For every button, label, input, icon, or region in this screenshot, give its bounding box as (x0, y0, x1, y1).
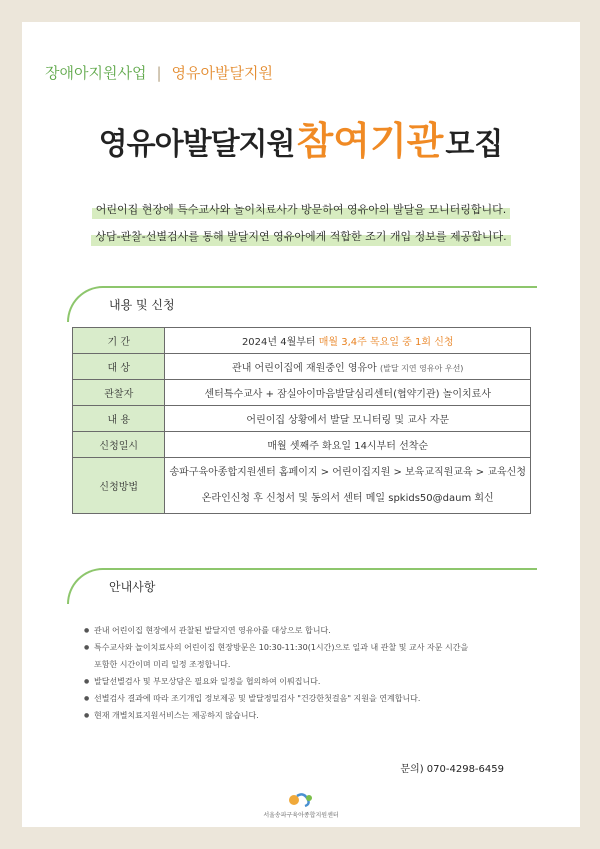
center-logo-icon (287, 792, 315, 808)
list-item: ● 관내 어린이집 현장에서 관찰된 발달지연 영유아를 대상으로 합니다. (84, 622, 554, 639)
table-row (73, 354, 531, 380)
apply-method-line-1: 송파구육아종합지원센터 홈페이지 > 어린이집지원 > 보육교직원교육 > 교육신청 (169, 466, 526, 478)
list-item: ● 발달선별검사 및 부모상담은 필요와 일정을 협의하여 이뤄집니다. (84, 673, 554, 690)
table-row (73, 432, 531, 458)
header-separator: | (156, 64, 162, 82)
table-row (73, 328, 531, 354)
period-highlight: 매월 3,4주 목요일 중 1회 신청 (318, 337, 454, 348)
details-section-label: 내용 및 신청 (109, 298, 175, 312)
row-value (165, 354, 531, 380)
list-item: ● 특수교사와 놀이치료사의 어린이집 현장방문은 10:30-11:30(1시간)으로 일과 내 관찰 및 교사 자문 시간을 (84, 639, 554, 656)
center-name: 서울송파구육아종합지원센터 (263, 812, 339, 819)
row-value (165, 328, 531, 354)
row-key: 신청일시 (73, 432, 165, 458)
row-key: 신청방법 (73, 458, 165, 514)
notice-section-header (67, 568, 537, 604)
header-program: 영유아발달지원 (171, 64, 273, 82)
row-value: 센터특수교사 + 잠실아이마음발달심리센터(협약기관) 놀이치료사 (165, 380, 531, 406)
notice-section-label: 안내사항 (109, 580, 156, 594)
target-note: (발달 지연 영유아 우선) (380, 364, 464, 373)
row-value: 어린이집 상황에서 발달 모니터링 및 교사 자문 (165, 406, 531, 432)
intro-line-2: 상담-관찰-선별검사를 통해 발달지연 영유아에게 적합한 조기 개입 정보를 제공합니다. (91, 226, 510, 246)
intro (22, 198, 580, 252)
row-value (165, 458, 531, 514)
center-logo (22, 792, 580, 819)
title-part3: 모집 (445, 127, 504, 162)
page-title (22, 110, 580, 165)
header-category: 장애아지원사업 (45, 64, 147, 82)
poster-card (22, 22, 580, 827)
list-item-continued: 포함한 시간이며 미리 일정 조정합니다. (94, 660, 231, 669)
list-item: ● 선별검사 결과에 따라 조기개입 정보제공 및 발달정밀검사 "건강한첫걸음" 지원을 연계합니다. (84, 690, 554, 707)
row-key: 대 상 (73, 354, 165, 380)
row-key: 관찰자 (73, 380, 165, 406)
table-row (73, 406, 531, 432)
title-part2: 참여기관 (296, 119, 444, 163)
period-value: 2024년 4월부터 (241, 337, 316, 348)
contact-info: 문의) 070-4298-6459 (400, 764, 504, 775)
details-section-header (67, 286, 537, 322)
details-table (72, 327, 531, 514)
list-item: ● 현재 개별치료지원서비스는 제공하지 않습니다. (84, 707, 554, 724)
header-line (45, 62, 273, 83)
title-part1: 영유아발달지원 (98, 127, 295, 162)
intro-line-1: 어린이집 현장에 특수교사와 놀이치료사가 방문하여 영유아의 발달을 모니터링합니다. (92, 199, 511, 219)
notice-list (84, 622, 554, 724)
table-row (73, 380, 531, 406)
target-value: 관내 어린이집에 재원중인 영유아 (232, 363, 377, 374)
row-key: 내 용 (73, 406, 165, 432)
row-value: 매월 셋째주 화요일 14시부터 선착순 (165, 432, 531, 458)
apply-method-line-2: 온라인신청 후 신청서 및 동의서 센터 메일 spkids50@daum 회신 (201, 492, 494, 504)
table-row (73, 458, 531, 514)
row-key: 기 간 (73, 328, 165, 354)
